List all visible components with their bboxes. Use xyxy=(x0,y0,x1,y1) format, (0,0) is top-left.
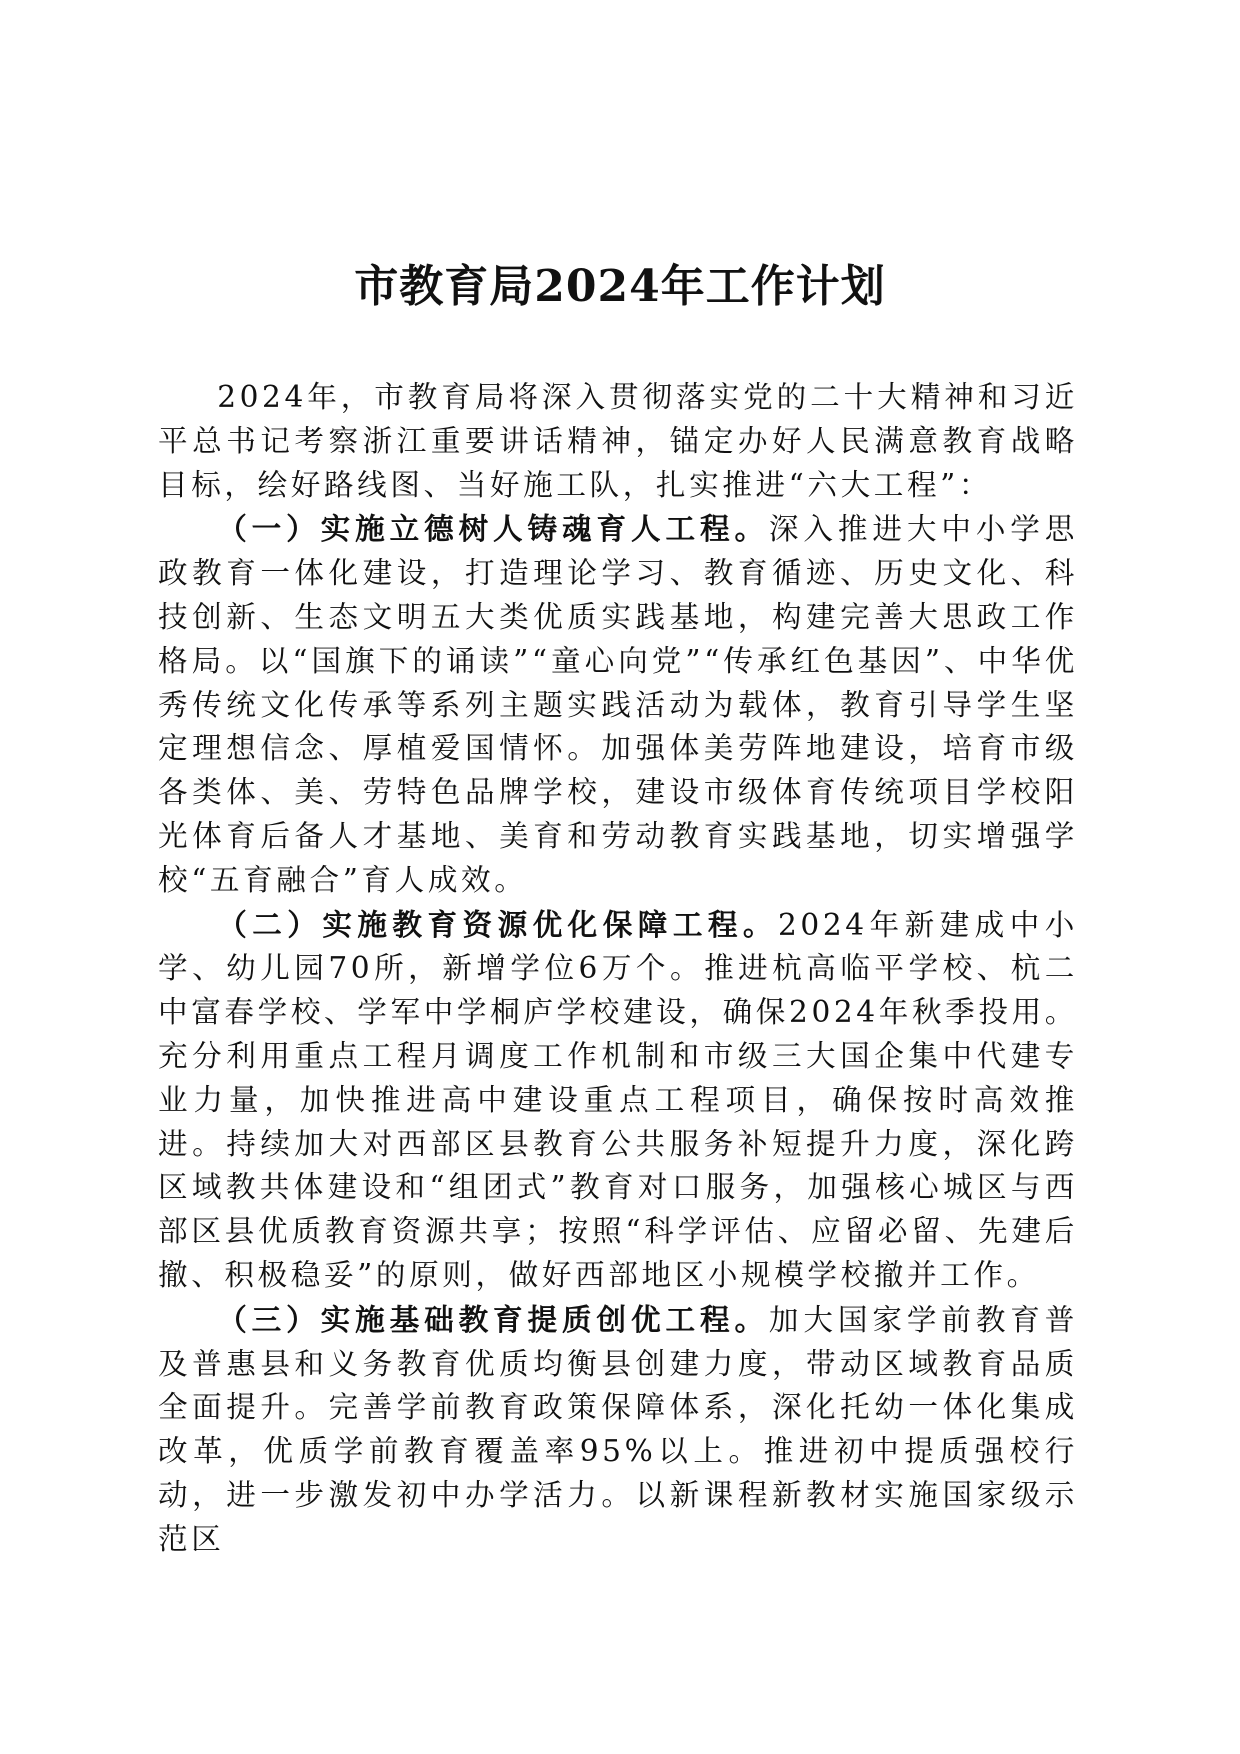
intro-paragraph: 2024年，市教育局将深入贯彻落实党的二十大精神和习近平总书记考察浙江重要讲话精神，锚定办好人民满意教育战略目标，绘好路线图、当好施工队，扎实推进“六大工程”： xyxy=(158,380,1078,502)
section-heading-1: （一）实施立德树人铸魂育人工程。 xyxy=(217,511,769,547)
section-text-2: 2024年新建成中小学、幼儿园70所，新增学位6万个。推进杭高临平学校、杭二中富春学校、学军中学桐庐学校建设，确保2024年秋季投用。充分利用重点工程月调度工作机制和市级三大国企集中代建专业力量，加快推进高中建设重点工程项目，确保按时高效推进。持续加大对西部区县教育公共服务补短提升力度，深化跨区域教共体建设和“组团式”教育对口服务，加强核心城区与西部区县优质教育资源共享；按照“科学评估、应留必留、先建后撤、积极稳妥”的原则，做好西部地区小规模学校撤并工作。 xyxy=(158,907,1078,1292)
section-text-1: 深入推进大中小学思政教育一体化建设，打造理论学习、教育循迹、历史文化、科技创新、生态文明五大类优质实践基地，构建完善大思政工作格局。以“国旗下的诵读”“童心向党”“传承红色基因”、中华优秀传统文化传承等系列主题实践活动为载体，教育引导学生坚定理想信念、厚植爱国情怀。加强体美劳阵地建设，培育市级各类体、美、劳特色品牌学校，建设市级体育传统项目学校阳光体育后备人才基地、美育和劳动教育实践基地，切实增强学校“五育融合”育人成效。 xyxy=(158,512,1078,897)
document-title: 市教育局2024年工作计划 xyxy=(354,261,886,312)
section-paragraph-1 xyxy=(158,507,1078,902)
section-heading-2: （二）实施教育资源优化保障工程。 xyxy=(217,906,778,942)
section-heading-3: （三）实施基础教育提质创优工程。 xyxy=(217,1301,769,1337)
section-text-3: 加大国家学前教育普及普惠县和义务教育优质均衡县创建力度，带动区域教育品质全面提升。完善学前教育政策保障体系，深化托幼一体化集成改革，优质学前教育覆盖率95%以上。推进初中提质强校行动，进一步激发初中办学活力。以新课程新教材实施国家级示范区 xyxy=(158,1302,1078,1556)
section-paragraph-3 xyxy=(158,1298,1078,1562)
document-body xyxy=(158,376,1078,1562)
section-paragraph-2 xyxy=(158,903,1078,1298)
